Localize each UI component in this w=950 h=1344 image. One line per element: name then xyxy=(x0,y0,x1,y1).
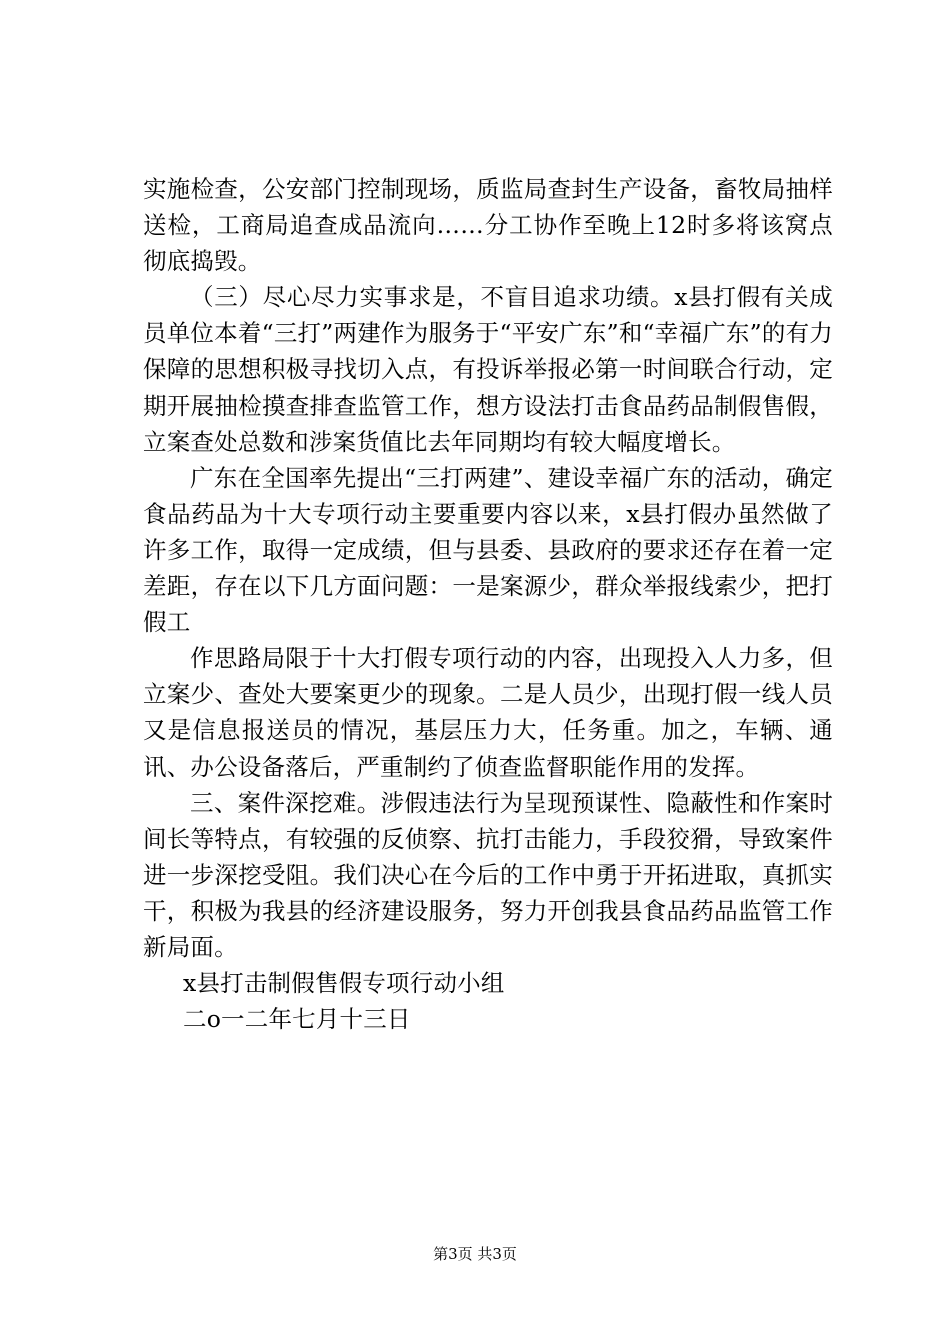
document-body xyxy=(143,171,833,1037)
signature-line: x县打击制假售假专项行动小组 xyxy=(183,969,505,998)
paragraph-section-three: （三）尽心尽力实事求是，不盲目追求功绩。x县打假有关成员单位本着“三打”两建作为服务于“平安广东”和“幸福广东”的有力保障的思想积极寻找切入点，有投诉举报必第一时间联合行动，定期开展抽检摸查排查监管工作，想方设法打击食品药品制假售假，立案查处总数和涉案货值比去年同期均有较大幅度增长。 xyxy=(143,283,833,456)
paragraph-case-difficulty: 三、案件深挖难。涉假违法行为呈现预谋性、隐蔽性和作案时间长等特点，有较强的反侦察、抗打击能力，手段狡猾，导致案件进一步深挖受阻。我们决心在今后的工作中勇于开拓进取，真抓实干，积极为我县的经济建设服务，努力开创我县食品药品监管工作新局面。 xyxy=(143,788,833,961)
paragraph-continuation: 实施检查，公安部门控制现场，质监局查封生产设备，畜牧局抽样送检，工商局追查成品流向……分工协作至晚上12时多将该窝点彻底捣毁。 xyxy=(143,175,833,276)
page-number: 第3页 共3页 xyxy=(433,1245,517,1263)
date-line: 二o一二年七月十三日 xyxy=(183,1005,411,1034)
page-footer xyxy=(0,1244,950,1264)
paragraph-problems: 广东在全国率先提出“三打两建”、建设幸福广东的活动，确定食品药品为十大专项行动主要重要内容以来，x县打假办虽然做了许多工作，取得一定成绩，但与县委、县政府的要求还存在着一定差距，存在以下几方面问题：一是案源少，群众举报线索少，把打假工 xyxy=(143,463,833,637)
paragraph-problems-continued: 作思路局限于十大打假专项行动的内容，出现投入人力多，但立案少、查处大要案更少的现象。二是人员少，出现打假一线人员又是信息报送员的情况，基层压力大，任务重。加之，车辆、通讯、办公设备落后，严重制约了侦查监督职能作用的发挥。 xyxy=(143,644,833,781)
